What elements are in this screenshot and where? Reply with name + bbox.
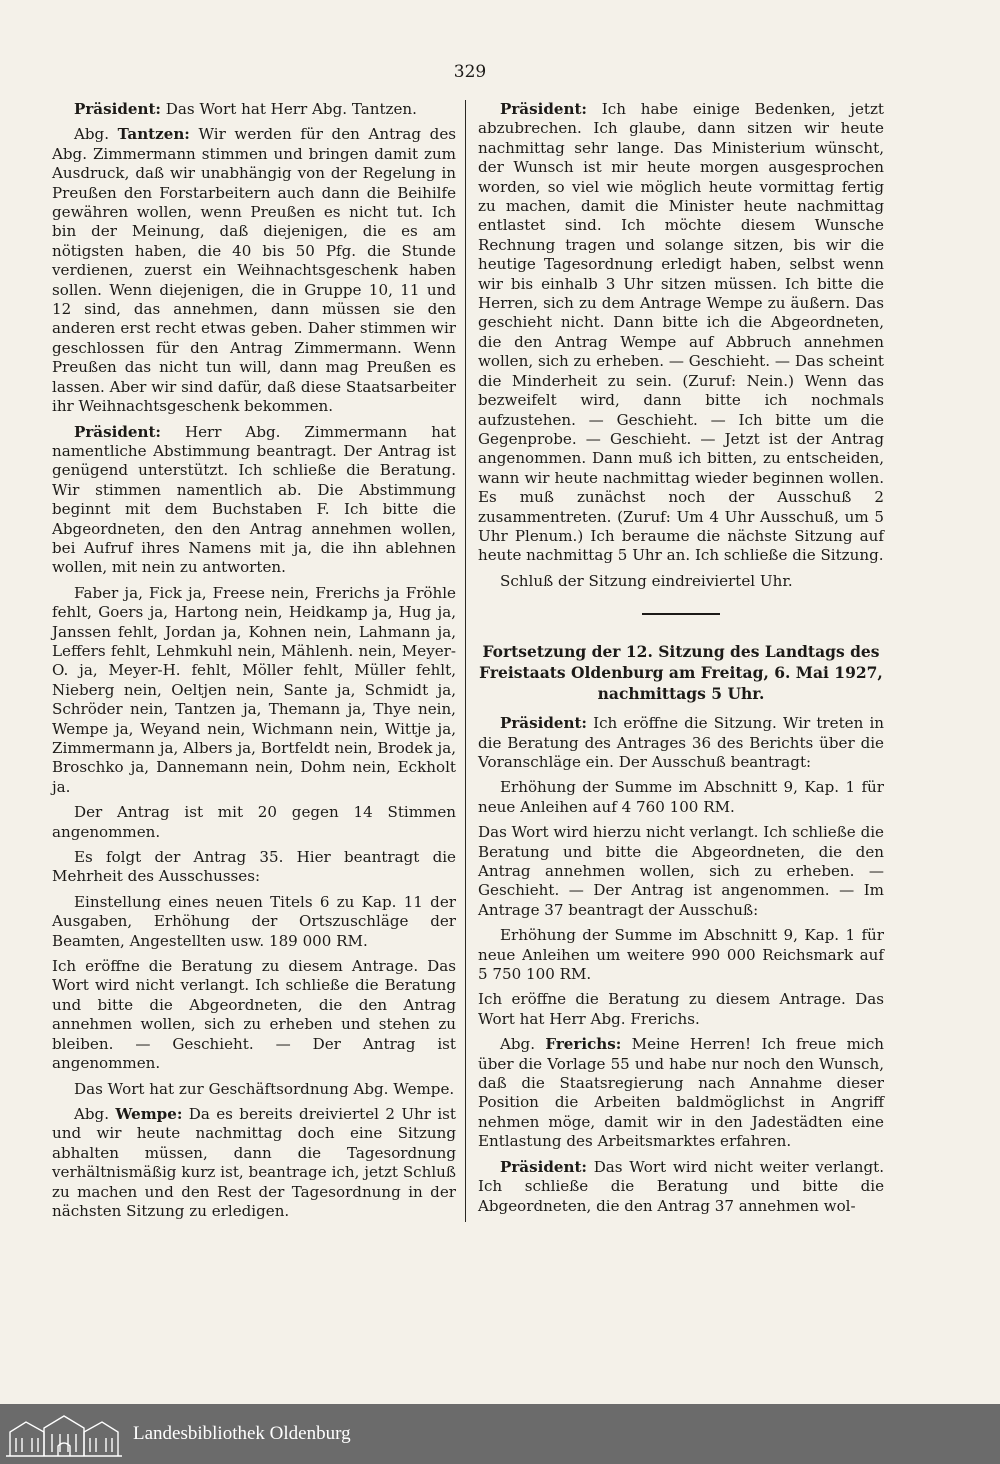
paragraph: Einstellung eines neuen Titels 6 zu Kap. 11 der Ausgaben, Erhöhung der Ortszuschläge der Beamten, Angestellten usw. 189 000 RM. <box>52 892 456 950</box>
paragraph: Präsident: Herr Abg. Zimmermann hat namentliche Abstimmung beantragt. Der Antrag ist genügend unterstützt. Ich schließe die Beratung. Wir stimmen namentlich ab. Die Abstimmung beginnt mit dem Buchstaben F. Ich bitte die Abgeordneten, den den Antrag annehmen wollen, bei Aufruf ihres Namens mit ja, die ihn ablehnen wollen, mit nein zu antworten. <box>52 422 456 577</box>
paragraph: Schluß der Sitzung eindreiviertel Uhr. <box>500 571 793 590</box>
left-column <box>52 100 456 1227</box>
right-column <box>478 100 884 1222</box>
footer-label: Landesbibliothek Oldenburg <box>133 1423 351 1444</box>
paragraph: Das Wort hat zur Geschäftsordnung Abg. Wempe. <box>74 1079 455 1098</box>
paragraph: Abg. Frerichs: Meine Herren! Ich freue mich über die Vorlage 55 und habe nur noch den Wunsch, daß die Staatsregierung nach Annahme dieser Position die Arbeiten baldmöglichst in Angriff nehmen möge, damit wir in den Jadestädten eine Entlastung des Arbeitsmarktes erfahren. <box>478 1035 884 1151</box>
paragraph: Präsident: Das Wort wird nicht weiter verlangt. Ich schließe die Beratung und bitte die Abgeordneten, die den Antrag 37 annehmen wol- <box>478 1157 884 1215</box>
paragraph: Ich eröffne die Beratung zu diesem Antrage. Das Wort wird nicht verlangt. Ich schließe die Beratung und bitte die Abgeordneten, die den Antrag annehmen wollen, sich zu erheben und stehen zu bleiben. — Geschieht. — Der Antrag ist angenommen. <box>52 957 456 1073</box>
paragraph: Präsident: Ich habe einige Bedenken, jetzt abzubrechen. Ich glaube, dann sitzen wir heute nachmittag sehr lange. Das Ministerium wünscht, der Wunsch ist mir heute morgen ausgesprochen worden, so viel wie möglich heute vormittag fertig zu machen, damit die Minister heute nachmittag entlastet sind. Ich möchte diesem Wunsche Rechnung tragen und solange sitzen, bis wir die heutige Tagesordnung erledigt haben, selbst wenn wir bis einhalb 3 Uhr sitzen müssen. Ich bitte die Herren, sich zu dem Antrage Wempe zu äußern. Das geschieht nicht. Dann bitte ich die Abgeordneten, die den Antrag Wempe auf Abbruch annehmen wollen, sich zu erheben. — Geschieht. — Das scheint die Minderheit zu sein. (Zuruf: Nein.) Wenn das bezweifelt wird, dann bitte ich nochmals aufzustehen. — Geschieht. — Ich bitte um die Gegenprobe. — Geschieht. — Jetzt ist der Antrag angenommen. Dann muß ich bitten, zu entscheiden, wann wir heute nachmittag wieder beginnen wollen. Es muß zunächst noch der Ausschuß 2 zusammentreten. (Zuruf: Um 4 Uhr Ausschuß, um 5 Uhr Plenum.) Ich beraume die nächste Sitzung auf heute nachmittag 5 Uhr an. Ich schließe die Sitzung. <box>478 100 884 565</box>
library-building-icon <box>4 1410 124 1460</box>
paragraph: Präsident: Ich eröffne die Sitzung. Wir treten in die Beratung des Antrages 36 des Berichts über die Voranschläge ein. Der Ausschuß beantragt: <box>478 714 884 771</box>
paragraph: Ich eröffne die Beratung zu diesem Antrage. Das Wort hat Herr Abg. Frerichs. <box>478 990 884 1028</box>
paragraph: Präsident: Das Wort hat Herr Abg. Tantzen. <box>74 100 417 118</box>
paragraph: Erhöhung der Summe im Abschnitt 9, Kap. 1 für neue Anleihen auf 4 760 100 RM. <box>478 778 884 816</box>
paragraph: Der Antrag ist mit 20 gegen 14 Stimmen angenommen. <box>52 803 456 841</box>
footer-bar <box>0 1404 1000 1464</box>
paragraph: Abg. Wempe: Da es bereits dreiviertel 2 Uhr ist und wir heute nachmittag doch eine Sitzung abhalten müssen, dann die Tagesordnung verhältnismäßig kurz ist, beantrage ich, jetzt Schluß zu machen und den Rest der Tagesordnung in der nächsten Sitzung zu erledigen. <box>52 1104 456 1220</box>
paragraph: Erhöhung der Summe im Abschnitt 9, Kap. 1 für neue Anleihen um weitere 990 000 Reichsmark auf 5 750 100 RM. <box>478 926 884 984</box>
column-divider <box>465 100 466 1222</box>
section-separator <box>642 613 720 615</box>
paragraph: Abg. Tantzen: Wir werden für den Antrag des Abg. Zimmermann stimmen und bringen damit zum Ausdruck, daß wir unabhängig von der Regelung in Preußen den Forstarbeitern auch dann die Beihilfe gewähren wollen, wenn Preußen es nicht tut. Ich bin der Meinung, daß diejenigen, die es am nötigsten haben, die 40 bis 50 Pfg. die Stunde verdienen, zuerst ein Weihnachtsgeschenk haben sollen. Wenn diejenigen, die in Gruppe 10, 11 und 12 sind, das annehmen, dann müssen sie den anderen erst recht etwas geben. Daher stimmen wir geschlossen für den Antrag Zimmermann. Wenn Preußen das nicht tun will, dann mag Preußen es lassen. Aber wir sind dafür, daß diese Staatsarbeiter ihr Weihnachtsgeschenk bekommen. <box>52 125 456 416</box>
page-number: 329 <box>453 62 487 82</box>
paragraph: Faber ja, Fick ja, Freese nein, Frerichs ja Fröhle fehlt, Goers ja, Hartong nein, Heidkamp ja, Hug ja, Janssen fehlt, Jordan ja, Kohnen nein, Lahmann ja, Leffers fehlt, Lehmkuhl nein, Mählenh. nein, Meyer-O. ja, Meyer-H. fehlt, Möller fehlt, Müller fehlt, Nieberg nein, Oeltjen nein, Sante ja, Schmidt ja, Schröder nein, Tantzen ja, Themann ja, Thye nein, Wempe ja, Weyand nein, Wichmann nein, Wittje ja, Zimmermann ja, Albers ja, Bortfeldt nein, Brodek ja, Broschko ja, Dannemann nein, Dohm nein, Eckholt ja. <box>52 583 456 796</box>
paragraph: Es folgt der Antrag 35. Hier beantragt die Mehrheit des Ausschusses: <box>52 848 456 886</box>
session-heading: Fortsetzung der 12. Sitzung des Landtags des Freistaats Oldenburg am Freitag, 6. Mai 1927, nachmittags 5 Uhr. <box>479 642 883 704</box>
paragraph: Das Wort wird hierzu nicht verlangt. Ich schließe die Beratung und bitte die Abgeordneten, die den Antrag annehmen wollen, sich zu erheben. — Geschieht. — Der Antrag ist angenommen. — Im Antrage 37 beantragt der Ausschuß: <box>478 823 884 919</box>
